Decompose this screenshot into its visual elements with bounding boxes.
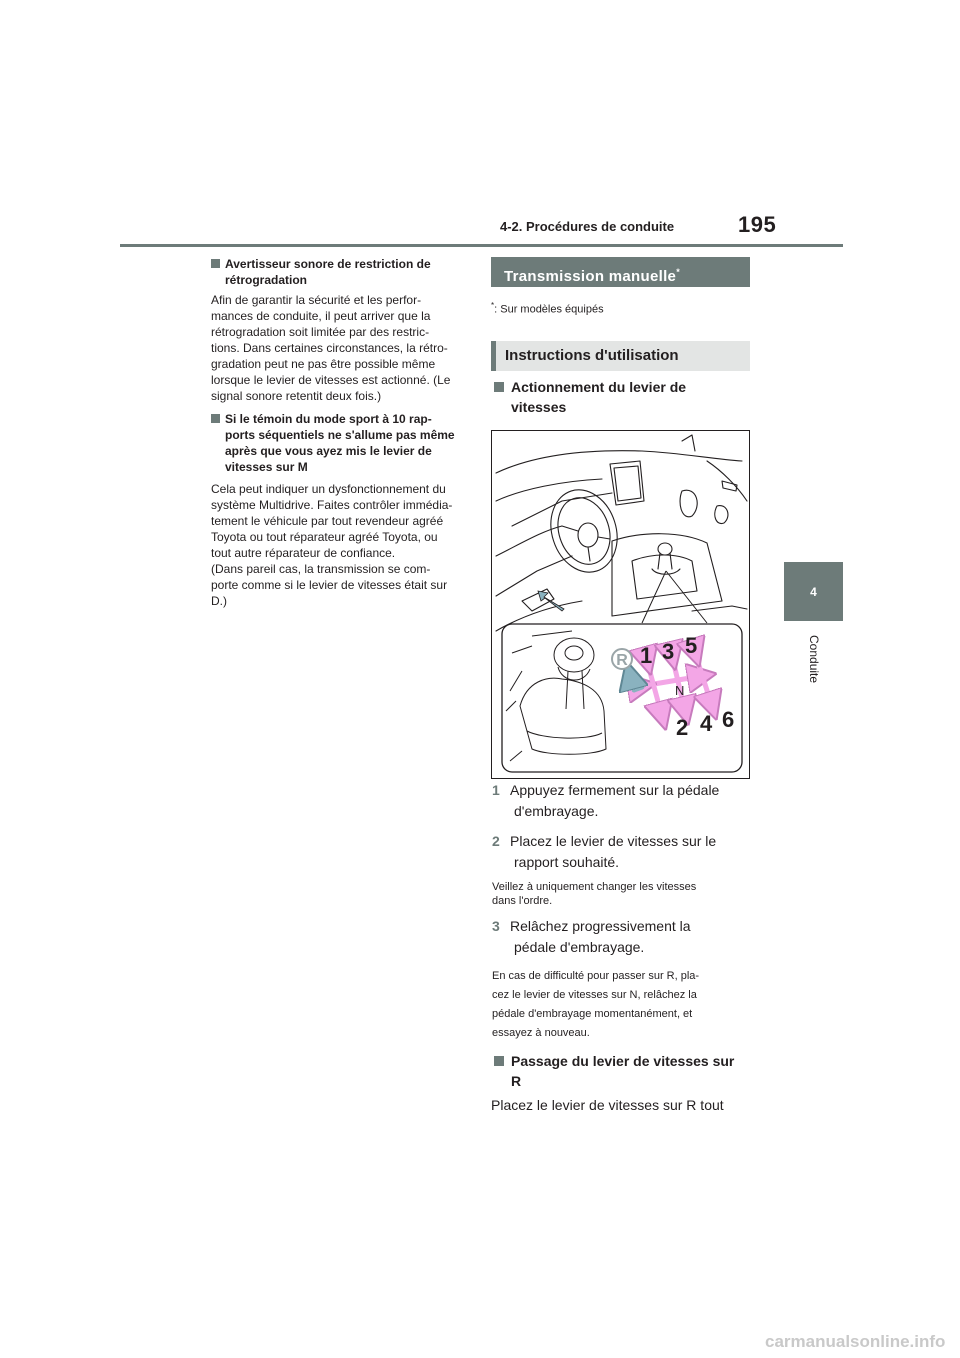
gear-6-label: 6 (722, 707, 735, 732)
heading-line: ports séquentiels ne s'allume pas même (225, 428, 455, 442)
footnote (491, 299, 604, 317)
page-number: 195 (738, 212, 777, 237)
sport-mode-paragraph (211, 481, 473, 609)
step-1 (492, 780, 750, 822)
square-bullet-icon (494, 1056, 504, 1066)
heading-line: R (511, 1073, 522, 1089)
gear-n-label: N (675, 683, 685, 698)
header-rule (120, 244, 843, 247)
paragraph-line: gradation peut ne pas être possible même (211, 357, 436, 371)
sport-mode-heading (211, 411, 473, 475)
paragraph-line: tions. Dans certaines circonstances, la rétro- (211, 341, 448, 355)
step-text: rapport souhaité. (514, 854, 620, 870)
subband-title-text: Instructions d'utilisation (505, 347, 679, 364)
heading-line: vitesses (511, 399, 567, 415)
paragraph-line: D.) (211, 594, 227, 608)
heading-line: vitesses sur M (225, 460, 308, 474)
paragraph-line: lorsque le levier de vitesses est actionné. (Le (211, 373, 451, 387)
band-star: * (676, 267, 681, 277)
note-line: cez le levier de vitesses sur N, relâchez la (492, 989, 697, 1001)
gear-r-label: R (616, 652, 628, 669)
gear-3-label: 3 (662, 639, 675, 664)
chapter-tab (784, 562, 843, 621)
note-line: pédale d'embrayage momentanément, et (492, 1008, 693, 1020)
gear-4-label: 4 (700, 711, 713, 736)
gear-1-label: 1 (640, 643, 653, 668)
difficulty-note (492, 967, 750, 1043)
heading-line: Actionnement du levier de (511, 379, 687, 395)
heading-line: Avertisseur sonore de restriction de (225, 257, 431, 271)
band-title-text: Transmission manuelle (504, 268, 677, 285)
note-line: dans l'ordre. (492, 895, 553, 907)
step-text: Placez le levier de vitesses sur le (510, 833, 717, 849)
gear-2-label: 2 (676, 715, 689, 740)
step-number: 1 (492, 782, 500, 798)
section-band-title (491, 257, 750, 287)
footnote-text: : Sur modèles équipés (494, 303, 604, 316)
paragraph-line: système Multidrive. Faites contrôler immédia- (211, 498, 453, 512)
note-line: essayez à nouveau. (492, 1027, 590, 1039)
chapter-label (770, 635, 858, 695)
note-line: En cas de difficulté pour passer sur R, pla- (492, 970, 700, 982)
paragraph-line: tement le véhicule par tout revendeur agréé (211, 514, 444, 528)
restriction-paragraph (211, 292, 473, 404)
paragraph-line: tout autre réparateur de confiance. (211, 546, 396, 560)
paragraph-line: porte comme si le levier de vitesses était sur (211, 578, 448, 592)
footnote-star: * (491, 301, 495, 310)
step-3 (492, 916, 750, 958)
reverse-paragraph: Placez le levier de vitesses sur R tout (491, 1097, 724, 1113)
chapter-label-text: Conduite (807, 635, 821, 684)
paragraph-line: Toyota ou tout réparateur agréé Toyota, ou (211, 530, 438, 544)
paragraph-line: mances de conduite, il peut arriver que la (211, 309, 431, 323)
subsection-band (491, 341, 750, 371)
step-number: 3 (492, 918, 500, 934)
chapter-number: 4 (810, 584, 817, 599)
order-note (492, 880, 750, 908)
lever-heading (494, 377, 750, 417)
paragraph-line: Afin de garantir la sécurité et les perfor- (211, 293, 422, 307)
restriction-heading (211, 256, 473, 288)
reverse-heading (494, 1051, 750, 1091)
paragraph-line: signal sonore retentit deux fois.) (211, 389, 382, 403)
section-title: 4-2. Procédures de conduite (500, 219, 675, 234)
heading-line: rétrogradation (225, 273, 308, 287)
step-text: pédale d'embrayage. (514, 939, 645, 955)
step-number: 2 (492, 833, 500, 849)
square-bullet-icon (211, 259, 220, 268)
heading-line: Passage du levier de vitesses sur (511, 1053, 735, 1069)
footer-watermark: carmanualsonline.info (765, 1332, 946, 1351)
paragraph-line: (Dans pareil cas, la transmission se com- (211, 562, 431, 576)
paragraph-line: Cela peut indiquer un dysfonctionnement du (211, 482, 446, 496)
gearshift-illustration (491, 430, 750, 779)
step-text: Relâchez progressivement la (510, 918, 691, 934)
gear-5-label: 5 (685, 633, 698, 658)
square-bullet-icon (494, 382, 504, 392)
square-bullet-icon (211, 414, 220, 423)
step-text: Appuyez fermement sur la pédale (510, 782, 720, 798)
note-line: Veillez à uniquement changer les vitesses (492, 881, 697, 893)
gear-pattern-diagram (492, 431, 749, 778)
paragraph-line: rétrogradation soit limitée par des restric- (211, 325, 430, 339)
heading-line: Si le témoin du mode sport à 10 rap- (225, 412, 432, 426)
step-2 (492, 831, 750, 873)
step-text: d'embrayage. (514, 803, 599, 819)
heading-line: après que vous ayez mis le levier de (225, 444, 432, 458)
